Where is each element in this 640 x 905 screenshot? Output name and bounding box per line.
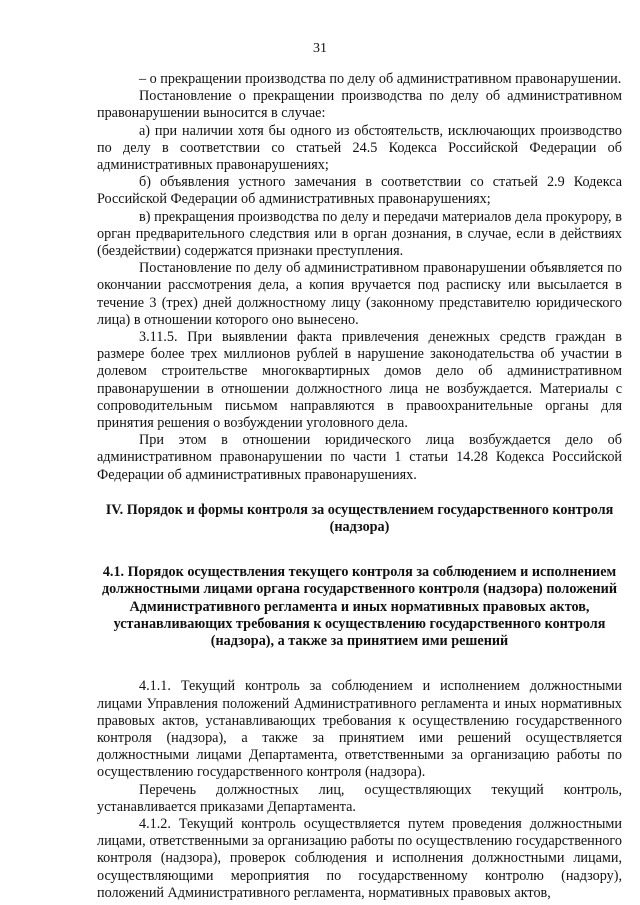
paragraph: в) прекращения производства по делу и передачи материалов дела прокурору, в орган предварительного следствия или в орган дознания, в случае, если в действиях (бездействии) содержатся признаки преступления. bbox=[97, 208, 622, 260]
paragraph: а) при наличии хотя бы одного из обстоятельств, исключающих производство по делу в соответствии со статьей 24.5 Кодекса Российской Федерации об административных правонарушениях; bbox=[97, 122, 622, 174]
section-heading: IV. Порядок и формы контроля за осуществлением государственного контроля (надзора) bbox=[105, 501, 614, 536]
page-number: 31 bbox=[313, 41, 327, 56]
paragraph: – о прекращении производства по делу об административном правонарушении. bbox=[139, 71, 622, 87]
paragraph: 3.11.5. При выявлении факта привлечения денежных средств граждан в размере более трех миллионов рублей в нарушение законодательства об участии в долевом строительстве многоквартирных домов дело об административном правонарушении в отношении должностного лица не возбуждается. Материалы с сопроводительным письмом направляются в правоохранительные органы для принятия решения о возбуждении уголовного дела. bbox=[97, 329, 622, 432]
paragraph: б) объявления устного замечания в соответствии со статьей 2.9 Кодекса Российской Федерации об административных правонарушениях; bbox=[97, 174, 622, 208]
paragraph: При этом в отношении юридического лица возбуждается дело об административном правонарушении по части 1 статьи 14.28 Кодекса Российской Федерации об административных правонарушениях. bbox=[97, 432, 622, 483]
paragraph: Перечень должностных лиц, осуществляющих текущий контроль, устанавливается приказами Департамента. bbox=[97, 781, 622, 815]
paragraph: 4.1.2. Текущий контроль осуществляется путем проведения должностными лицами, ответственными за организацию работы по осуществлению государственного контроля (надзора), проверок соблюдения и исполнения должностными лицами, осуществляющими мероприятия по государственному контролю (надзору), положений Административного регламента, нормативных правовых актов, bbox=[97, 815, 622, 901]
paragraph: 4.1.1. Текущий контроль за соблюдением и исполнением должностными лицами Управления положений Административного регламента и иных нормативных правовых актов, устанавливающих требования к осуществлению государственного контроля (надзора), а также за принятием ими решений осуществляется должностными лицами Департамента, ответственными за организацию работы по осуществлению государственного контроля (надзора). bbox=[97, 678, 622, 781]
document-body bbox=[97, 71, 622, 902]
paragraph: Постановление о прекращении производства по делу об административном правонарушении выносится в случае: bbox=[97, 88, 622, 122]
paragraph: Постановление по делу об административном правонарушении объявляется по окончании рассмотрения дела, а копия вручается под расписку или высылается в течение 3 (трех) дней должностному лицу (законному представителю юридического лица) в отношении которого оно вынесено. bbox=[97, 260, 622, 328]
subsection-heading: 4.1. Порядок осуществления текущего контроля за соблюдением и исполнением должностными лицами органа государственного контроля (надзора) положений Административного регламента и иных нормативных правовых актов, устанавливающих требования к осуществлению государственного контроля (надзора), а также за принятием ими решений bbox=[101, 564, 618, 650]
